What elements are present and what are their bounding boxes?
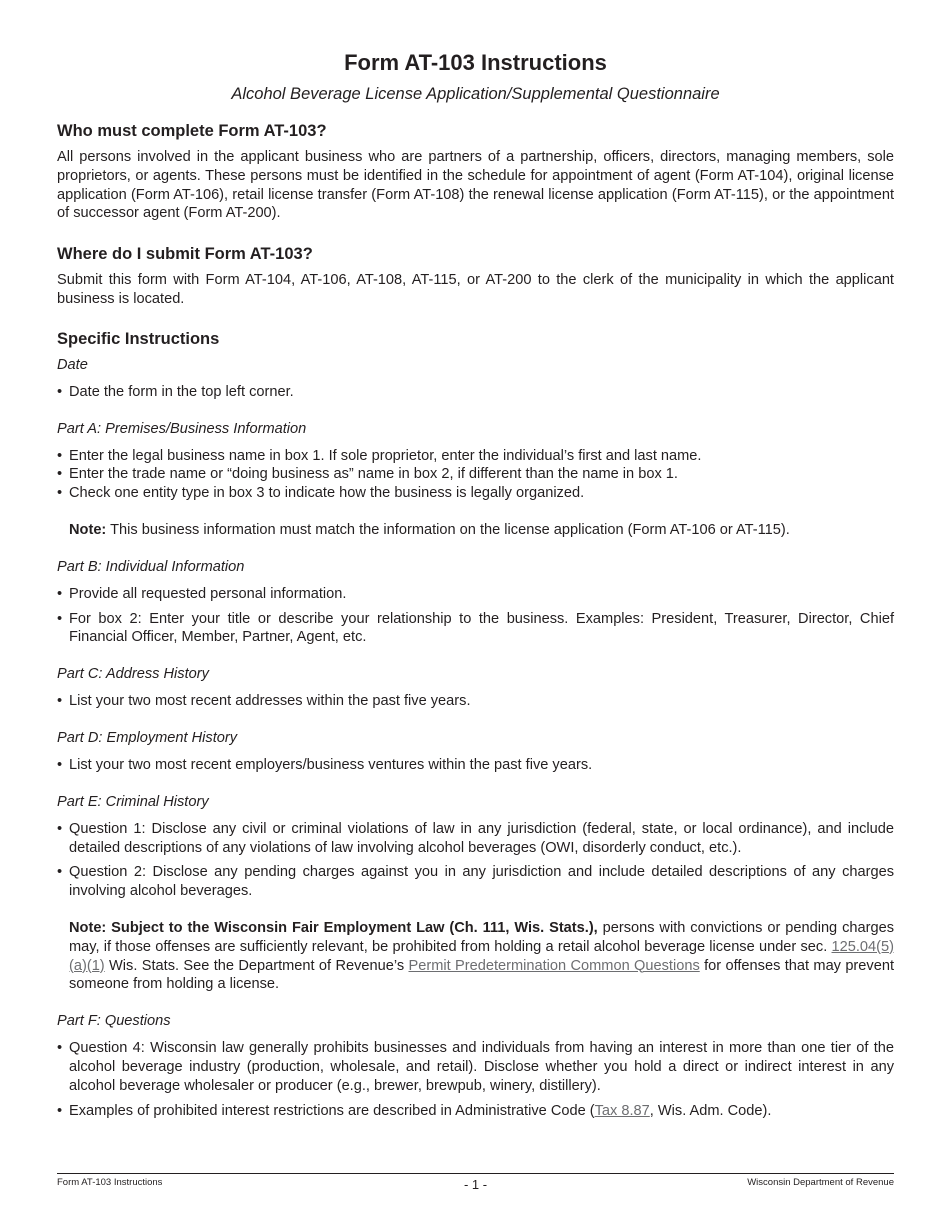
part-f-list [57,1039,894,1120]
bullet-icon: • [57,693,63,710]
instructions-page [57,48,894,1120]
bullet-icon: • [57,466,63,483]
date-subheading: Date [57,356,88,373]
list-item: • Check one entity type in box 3 to indicate how the business is legally organized. [57,485,585,502]
bullet-icon: • [57,864,63,881]
tax-code-link[interactable]: Tax 8.87 [594,1102,650,1119]
part-b-subheading: Part B: Individual Information [57,558,245,575]
part-c-list [57,692,894,711]
footer-page-number: - 1 - [463,1177,488,1192]
list-item: • Question 1: Disclose any civil or criminal violations of law in any jurisdiction (federal, state, or local ordinance), and include detailed descriptions of any violations of law involving alcohol beverages (OWI, disorderly conduct, etc.). [57,820,894,856]
who-heading: Who must complete Form AT-103? [57,122,327,140]
list-item: • Provide all requested personal information. [57,585,347,602]
bullet-icon: • [57,485,63,502]
part-b-list [57,585,894,647]
list-item: • Date the form in the top left corner. [57,383,294,400]
list-item: • Enter the trade name or “doing business as” name in box 2, if different than the name in box 1. [57,466,678,483]
footer-form-name: Form AT-103 Instructions [57,1177,163,1188]
page-footer [57,1173,894,1194]
permit-predetermination-link[interactable]: Permit Predetermination Common Questions [408,957,700,974]
page-subtitle: Alcohol Beverage License Application/Supplemental Questionnaire [231,85,720,103]
part-d-list [57,756,894,775]
page-title: Form AT-103 Instructions [344,50,607,75]
footer-department: Wisconsin Department of Revenue [747,1177,894,1188]
part-e-note: Note: Subject to the Wisconsin Fair Employment Law (Ch. 111, Wis. Stats.), persons with convictions or pending charges may, if those offenses are sufficiently relevant, be prohibited from holding a retail alcohol beverage license under sec. 125.04(5)(a)(1) Wis. Stats. See the Department of Revenue’s Permit Predetermination Common Questions for offenses that may prevent someone from holding a license. [69,919,894,993]
where-body: Submit this form with Form AT-104, AT-106, AT-108, AT-115, or AT-200 to the clerk of the municipality in which the applicant business is located. [57,272,894,307]
part-f-subheading: Part F: Questions [57,1013,171,1030]
where-heading: Where do I submit Form AT-103? [57,245,313,264]
bullet-icon: • [57,383,63,400]
list-item: • Question 4: Wisconsin law generally prohibits businesses and individuals from having an interest in more than one tier of the alcohol beverage industry (production, wholesale, and retail). Disclose whether you hold a direct or indirect interest in any alcohol beverage wholesaler or producer (e.g., brewer, brewpub, winery, distillery). [57,1040,894,1094]
part-d-subheading: Part D: Employment History [57,729,238,746]
bullet-icon: • [57,1040,63,1057]
bullet-icon: • [57,756,63,773]
bullet-icon: • [57,820,63,837]
bullet-icon: • [57,585,63,602]
bullet-icon: • [57,1102,63,1119]
list-item: • Question 2: Disclose any pending charges against you in any jurisdiction and include detailed descriptions of any charges involving alcohol beverages. [57,864,894,900]
specific-heading: Specific Instructions [57,329,220,348]
part-a-note: Note: This business information must match the information on the license application (Form AT-106 or AT-115). [69,521,790,538]
who-body: All persons involved in the applicant business who are partners of a partnership, officers, directors, managing members, sole proprietors, or agents. These persons must be identified in the schedule for appointment of agent (Form AT-104), original license application (Form AT-106), retail license transfer (Form AT-108) the renewal license application (Form AT-115), or the appointment of successor agent (Form AT-200). [57,149,894,222]
list-item: • Enter the legal business name in box 1. If sole proprietor, enter the individual’s first and last name. [57,447,702,464]
part-e-list [57,820,894,901]
bullet-icon: • [57,447,63,464]
part-e-subheading: Part E: Criminal History [57,793,209,810]
part-c-subheading: Part C: Address History [57,666,209,683]
list-item: • List your two most recent addresses within the past five years. [57,693,471,710]
part-a-list [57,447,894,503]
list-item: • For box 2: Enter your title or describe your relationship to the business. Examples: President, Treasurer, Director, Chief Financial Officer, Member, Partner, Agent, etc. [57,610,894,646]
list-item: • List your two most recent employers/business ventures within the past five years. [57,756,593,773]
statute-link[interactable]: 125.04(5)(a)(1) [69,938,894,974]
bullet-icon: • [57,610,63,627]
list-item: • Examples of prohibited interest restrictions are described in Administrative Code (Tax 8.87, Wis. Adm. Code). [57,1102,772,1119]
date-list [57,383,894,402]
part-a-subheading: Part A: Premises/Business Information [57,420,307,437]
